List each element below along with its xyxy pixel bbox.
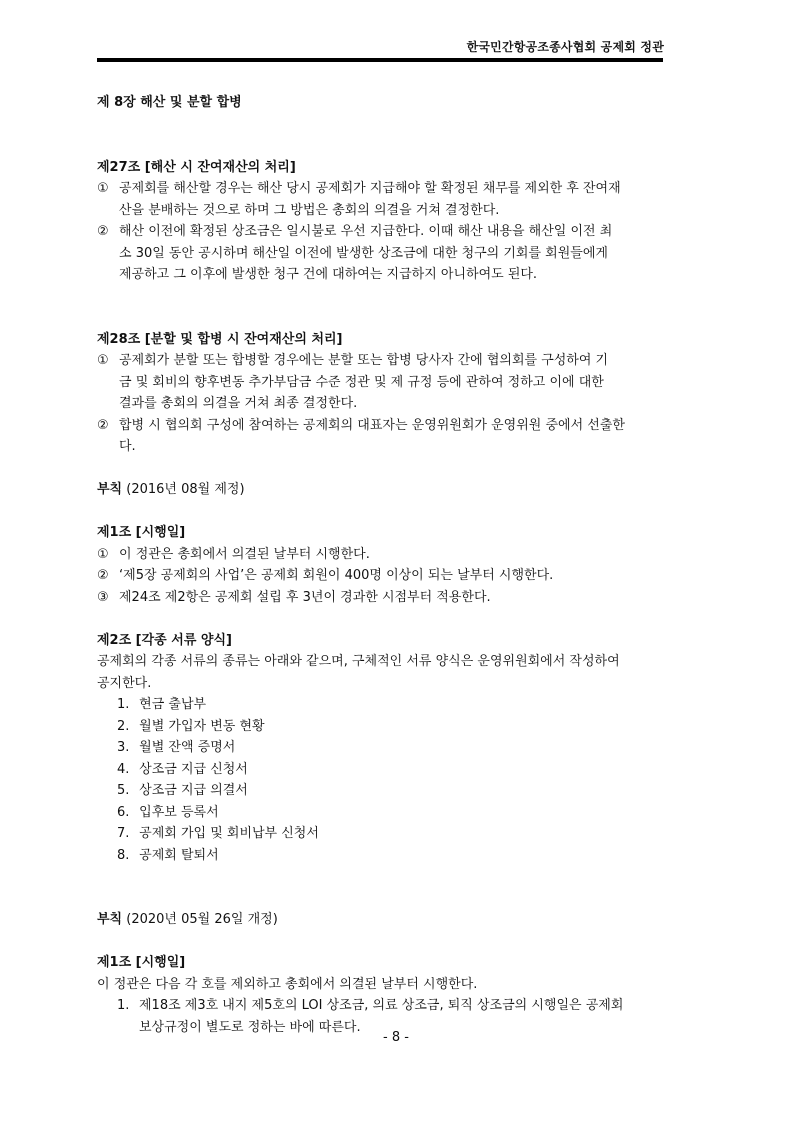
list-text: 상조금 지급 신청서 [139,761,248,777]
clause-line: 다. [119,439,136,454]
clause-line: 금 및 회비의 향후변동 추가부담금 수준 정관 및 제 규정 등에 관하여 정하고 이에 대한 [119,374,604,390]
clause-line: 해산 이전에 확정된 상조금은 일시불로 우선 지급한다. 이때 해산 내용을 해산일 이전 최 [119,224,613,239]
supplementary-provisions-2016 [97,479,667,501]
clause-text: ‘제5장 공제회의 사업’은 공제회 회원이 400명 이상이 되는 날부터 시행한다. [119,568,554,583]
clause-line: 소 30일 동안 공시하며 해산일 이전에 발생한 상조금에 대한 청구의 기회를 회원들에게 [119,245,608,261]
clause-mark: ② [97,568,109,583]
supp1-article-2-intro-line: 공제회의 각종 서류의 종류는 아래와 같으며, 구체적인 서류 양식은 운영위원회에서 작성하여 [97,654,620,669]
clause-mark: ③ [97,589,109,605]
clause-mark: ② [97,224,109,239]
article-27-title: 제27조 [해산 시 잔여재산의 처리] [97,159,296,175]
supp2-article-1-intro: 이 정관은 다음 각 호를 제외하고 총회에서 의결된 날부터 시행한다. [97,976,478,992]
list-item [117,694,667,716]
supp1-article-1-clause-2 [97,565,667,587]
list-text: 월별 잔액 증명서 [139,740,236,755]
supplementary-label: 부칙 [97,482,123,497]
clause-mark: ① [97,353,109,368]
clause-text: 제24조 제2항은 공제회 설립 후 3년이 경과한 시점부터 적용한다. [119,589,491,605]
page-number: - 8 - [383,1030,409,1045]
list-number: 2. [117,718,130,734]
supp1-article-2-title: 제2조 [각종 서류 양식] [97,632,232,648]
article-28-clause-1 [97,350,667,415]
supplementary-date: (2020년 05월 26일 개정) [126,912,278,927]
list-number: 6. [117,804,130,820]
form-list [117,694,667,866]
list-text: 공제회 가입 및 회비납부 신청서 [139,826,319,841]
clause-line: 합병 시 협의회 구성에 참여하는 공제회의 대표자는 운영위원회가 운영위원 중에서 선출한 [119,417,625,433]
list-text: 공제회 탈퇴서 [139,847,219,863]
list-item [117,716,667,738]
clause-mark: ② [97,417,109,433]
clause-text: 이 정관은 총회에서 의결된 날부터 시행한다. [119,546,370,562]
clause-line: 공제회가 분할 또는 합병할 경우에는 분할 또는 합병 당사자 간에 협의회를 구성하여 기 [119,353,609,368]
supp1-article-1-clause-3 [97,587,667,609]
list-item [117,780,667,802]
supp1-article-1-clause-1 [97,544,667,566]
supplementary-date: (2016년 08월 제정) [126,482,245,497]
article-27-clause-1 [97,178,667,221]
list-text: 월별 가입자 변동 현황 [139,718,265,734]
list-item [117,759,667,781]
list-item [117,737,667,759]
list-line: 제18조 제3호 내지 제5호의 LOI 상조금, 의료 상조금, 퇴직 상조금의 시행일은 공제회 [139,998,624,1013]
list-line: 보상규정이 별도로 정하는 바에 따른다. [139,1019,361,1035]
article-27-clause-2 [97,221,667,286]
header-rule [97,58,663,62]
supp2-article-1-title: 제1조 [시행일] [97,955,186,970]
list-number: 7. [117,826,130,841]
list-item [117,845,667,867]
list-number: 1. [117,998,130,1013]
supplementary-label: 부칙 [97,912,123,927]
clause-mark: ① [97,181,109,196]
list-text: 현금 출납부 [139,697,207,712]
list-number: 3. [117,740,130,755]
clause-line: 제공하고 그 이후에 발생한 청구 건에 대하여는 지급하지 아니하여도 된다. [119,267,538,282]
clause-mark: ① [97,546,109,562]
list-number: 5. [117,783,130,798]
list-text: 입후보 등록서 [139,804,219,820]
article-28-clause-2 [97,415,667,458]
article-28-title: 제28조 [분할 및 합병 시 잔여재산의 처리] [97,331,343,347]
list-item [117,802,667,824]
list-number: 8. [117,847,130,863]
list-item [117,823,667,845]
list-number: 1. [117,697,130,712]
list-text: 상조금 지급 의결서 [139,783,248,798]
clause-line: 결과를 총회의 의결을 거쳐 최종 결정한다. [119,396,358,411]
supp1-article-1-title: 제1조 [시행일] [97,525,186,540]
page-content [97,92,667,1038]
clause-line: 공제회를 해산할 경우는 해산 당시 공제회가 지급해야 할 확정된 채무를 제외한 후 잔여재 [119,181,621,196]
supplementary-provisions-2020 [97,909,667,931]
supp1-article-2-intro-line: 공지한다. [97,675,152,691]
chapter-title: 제 8장 해산 및 분할 합병 [97,95,242,110]
list-number: 4. [117,761,130,777]
document-header-title: 한국민간항공조종사협회 공제회 정관 [466,40,664,54]
clause-line: 산을 분배하는 것으로 하며 그 방법은 총회의 의결을 거쳐 결정한다. [119,202,500,218]
